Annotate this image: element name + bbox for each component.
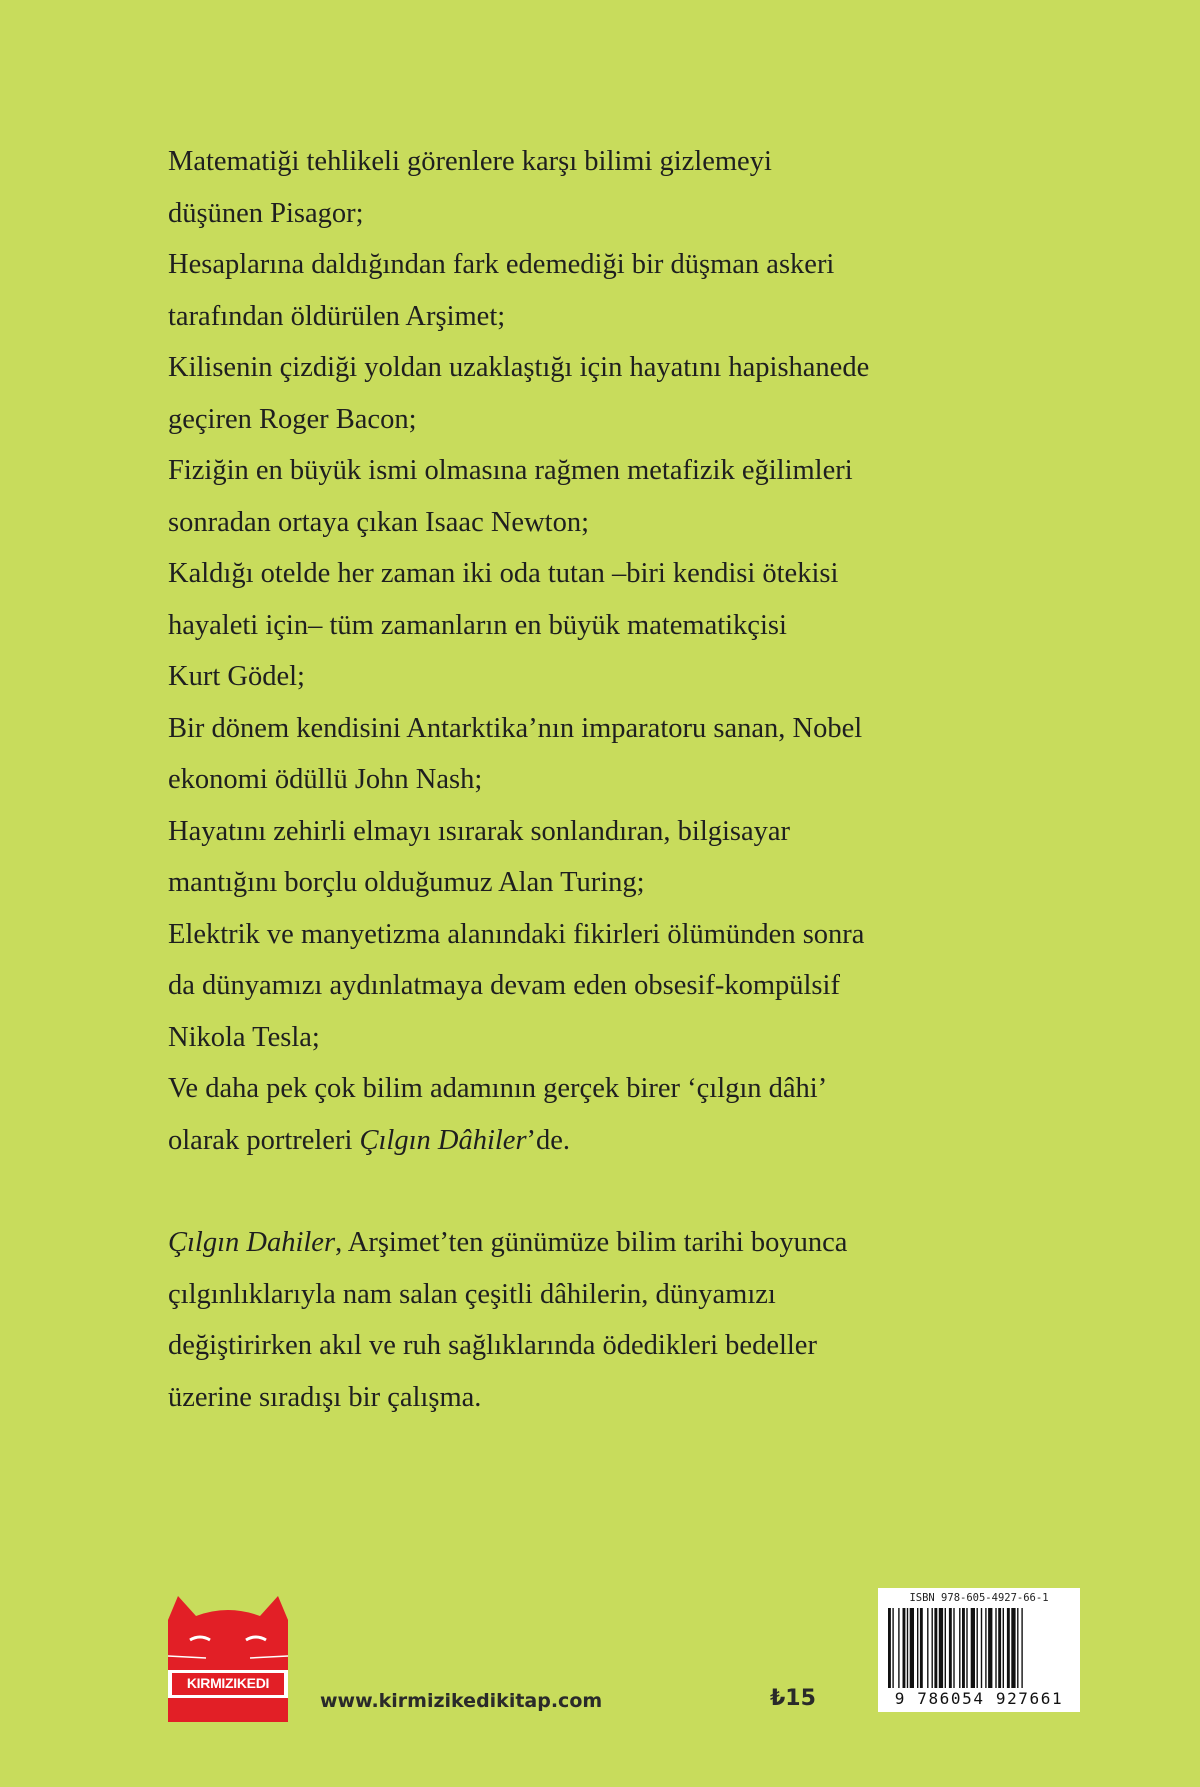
barcode-bar — [966, 1608, 967, 1688]
barcode-bar — [1017, 1608, 1018, 1688]
barcode-bar — [932, 1608, 933, 1688]
barcode-bar — [953, 1608, 954, 1688]
blurb-line: Nikola Tesla; — [168, 1021, 320, 1053]
description-line: değiştirirken akıl ve ruh sağlıklarında ödedikleri bedeller — [168, 1330, 817, 1361]
book-title-inline: Çılgın Dâhiler — [359, 1124, 527, 1156]
barcode-bars-icon — [886, 1608, 1072, 1688]
barcode-bar — [995, 1608, 996, 1688]
back-cover-blurb — [168, 136, 1108, 1423]
description-line: çılgınlıklarıyla nam salan çeşitli dâhilerin, dünyamızı — [168, 1278, 776, 1310]
blurb-line: düşünen Pisagor; — [168, 197, 364, 229]
blurb-line: Kilisenin çizdiği yoldan uzaklaştığı için hayatını hapishanede — [168, 352, 870, 383]
barcode-bar — [888, 1608, 891, 1688]
blurb-line: sonradan ortaya çıkan Isaac Newton; — [168, 506, 589, 538]
barcode-bar — [1007, 1608, 1010, 1688]
barcode-bar — [907, 1608, 908, 1688]
blurb-final-line — [168, 1115, 1108, 1167]
blurb-line: geçiren Roger Bacon; — [168, 403, 417, 435]
blurb-line: Bir dönem kendisini Antarktika’nın imparatoru sanan, Nobel — [168, 712, 863, 744]
barcode-bar — [1003, 1608, 1004, 1688]
barcode-bar — [998, 1608, 1001, 1688]
price-label: ₺15 — [770, 1686, 816, 1711]
blurb-lines — [168, 136, 1108, 1115]
barcode-bar — [949, 1608, 952, 1688]
publisher-logo — [166, 1594, 290, 1722]
barcode-bar — [981, 1608, 982, 1688]
description-lines — [168, 1269, 1108, 1424]
blurb-line: Ve daha pek çok bilim adamının gerçek birer ‘çılgın dâhi’ — [168, 1073, 828, 1104]
barcode-bar — [898, 1608, 899, 1688]
blurb-line: Kurt Gödel; — [168, 661, 305, 692]
blurb-final-suffix: ’de. — [526, 1124, 571, 1156]
publisher-website: www.kirmizikedikitap.com — [320, 1690, 603, 1712]
publisher-logo-text: KIRMIZIKEDI — [186, 1675, 270, 1691]
blurb-line: Hesaplarına daldığından fark edemediği bir düşman askeri — [168, 249, 835, 280]
barcode-bar — [977, 1608, 978, 1688]
barcode-bar — [910, 1608, 914, 1688]
blurb-line: Kaldığı otelde her zaman iki oda tutan –biri kendisi ötekisi — [168, 558, 839, 589]
barcode-bar — [934, 1608, 937, 1688]
blurb-line: ekonomi ödüllü John Nash; — [168, 764, 483, 795]
isbn-text: ISBN 978-605-4927-66-1 — [909, 1592, 1049, 1604]
blurb-line: tarafından öldürülen Arşimet; — [168, 300, 506, 332]
blurb-line: Hayatını zehirli elmayı ısırarak sonlandıran, bilgisayar — [168, 815, 791, 847]
isbn-barcode — [878, 1588, 1080, 1712]
barcode-number: 9 786054 927661 — [894, 1689, 1064, 1708]
blurb-line: da dünyamızı aydınlatmaya devam eden obsesif-kompülsif — [168, 970, 840, 1001]
barcode-bar — [962, 1608, 965, 1688]
blurb-line: hayaleti için– tüm zamanların en büyük matematikçisi — [168, 609, 787, 641]
barcode-bar — [985, 1608, 986, 1688]
description-first-line-rest: , Arşimet’ten günümüze bilim tarihi boyunca — [335, 1227, 848, 1258]
description-first-line — [168, 1217, 1108, 1269]
barcode-bar — [917, 1608, 918, 1688]
blurb-final-prefix: olarak portreleri — [168, 1124, 360, 1156]
barcode-bar — [971, 1608, 975, 1688]
description-book-title: Çılgın Dahiler — [168, 1227, 336, 1258]
barcode-bar — [939, 1608, 943, 1688]
barcode-bar — [927, 1608, 928, 1688]
barcode-bar — [1021, 1608, 1022, 1688]
barcode-bar — [920, 1608, 923, 1688]
barcode-bar — [892, 1608, 893, 1688]
blurb-line: mantığını borçlu olduğumuz Alan Turing; — [168, 867, 645, 898]
description-line: üzerine sıradışı bir çalışma. — [168, 1381, 482, 1413]
blurb-line: Elektrik ve manyetizma alanındaki fikirleri ölümünden sonra — [168, 918, 865, 950]
barcode-bar — [1011, 1608, 1015, 1688]
barcode-bar — [988, 1608, 992, 1688]
cat-logo-icon — [166, 1594, 290, 1722]
blurb-line: Fiziğin en büyük ismi olmasına rağmen metafizik eğilimleri — [168, 455, 853, 486]
blurb-line: Matematiği tehlikeli görenlere karşı bilimi gizlemeyi — [168, 146, 772, 177]
barcode-bar — [959, 1608, 960, 1688]
barcode-bar — [945, 1608, 946, 1688]
description-paragraph — [168, 1217, 1108, 1423]
barcode-bar — [903, 1608, 906, 1688]
